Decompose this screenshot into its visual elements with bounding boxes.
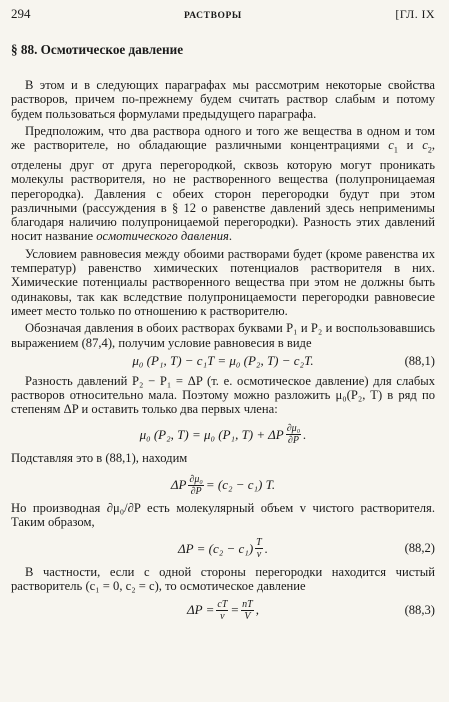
equation-expansion-tail: . bbox=[303, 426, 307, 442]
equation-expansion bbox=[11, 419, 435, 451]
t-over-v-fraction bbox=[255, 537, 263, 560]
fraction-denominator: v bbox=[256, 549, 262, 561]
book-page bbox=[11, 6, 435, 625]
equation-delta-p-lhs: ΔP bbox=[170, 477, 187, 493]
paragraph-equilibrium: Условием равновесия между обоими растворами будет (кроме равенства их температур) равенство химических потенциалов растворителя в них. Химические потенциалы растворенного вещества при этом не должны быть одинаковы, так как вследствие полупроницаемости перегородки равновесие имеет место только по отношению к растворителю. bbox=[11, 246, 435, 318]
fraction-denominator: V bbox=[244, 610, 251, 622]
ct-over-v-fraction bbox=[216, 599, 228, 622]
running-title: РАСТВОРЫ bbox=[184, 11, 242, 21]
fraction-denominator: v bbox=[220, 610, 225, 622]
fraction-numerator: nT bbox=[242, 598, 253, 610]
fraction-denominator: ∂P bbox=[190, 485, 202, 497]
osmotic-pressure-term: осмотического давления bbox=[96, 229, 229, 244]
equation-88-2-lhs: ΔP = (c₂ − c₁) bbox=[178, 540, 254, 556]
fraction-numerator: T bbox=[256, 537, 262, 549]
equation-88-3-number: (88,3) bbox=[404, 602, 435, 617]
equation-88-3-lhs: ΔP = bbox=[187, 602, 215, 618]
equation-88-1-number: (88,1) bbox=[404, 353, 435, 368]
c1-symbol: $c_1$ bbox=[388, 138, 398, 155]
p2-and: и bbox=[406, 138, 414, 153]
page-number: 294 bbox=[11, 6, 31, 21]
nt-over-v-fraction bbox=[241, 599, 254, 622]
fraction-denominator: ∂P bbox=[287, 435, 299, 447]
equation-delta-p bbox=[11, 469, 435, 501]
paragraph-substituting: Подставляя это в (88,1), находим bbox=[11, 450, 188, 465]
equation-88-3 bbox=[11, 595, 435, 625]
paragraph-molecular-volume: Но производная ∂μ₀/∂P есть молекулярный объем v чистого растворителя. Таким образом, bbox=[11, 501, 435, 530]
equation-88-3-tail: , bbox=[255, 602, 259, 618]
fraction-numerator: ∂μ₀ bbox=[286, 423, 301, 435]
equation-88-3-mid: = bbox=[230, 602, 240, 618]
partial-derivative-fraction bbox=[188, 474, 203, 497]
chapter-label: [ГЛ. IX bbox=[395, 7, 435, 21]
paragraph-pressure-difference: Разность давлений P₂ − P₁ = ΔP (т. е. осмотическое давление) для слабых растворов относительно мала. Поэтому можно разложить μ₀(P₂, T) в ряд по степеням ΔP и оставить только два первых члена: bbox=[11, 373, 435, 417]
equation-88-2 bbox=[11, 536, 435, 562]
p2-end: . bbox=[228, 229, 233, 244]
equation-expansion-lhs: μ₀ (P₂, T) = μ₀ (P₁, T) + ΔP bbox=[139, 426, 284, 442]
partial-derivative-fraction bbox=[286, 423, 301, 446]
p2-text-b: , отделены друг от друга перегородкой, сквозь которую могут проникать молекулы растворителя, но не растворенного вещества (полупроницаемая перегородка). Давления с обеих сторон перегородки будут при этом различными (рассуждения в § 12 о равенстве давлений здесь неприменимы благодаря наличию полупроницаемой перегородки). Разность этих давлений носит название bbox=[11, 138, 435, 244]
equation-delta-p-rhs: = (c₂ − c₁) T. bbox=[205, 477, 276, 493]
fraction-numerator: cT bbox=[217, 598, 228, 610]
c2-symbol: $c_2$ bbox=[422, 138, 432, 155]
section-title: § 88. Осмотическое давление bbox=[11, 42, 184, 57]
paragraph-two-solutions bbox=[11, 124, 435, 244]
fraction-numerator: ∂μ₀ bbox=[189, 473, 203, 485]
paragraph-notation: Обозначая давления в обоих растворах буквами P₁ и P₂ и воспользовавшись выражением (87,4), получим условие равновесия в виде bbox=[11, 321, 435, 350]
equation-88-2-tail: . bbox=[264, 540, 268, 556]
equation-88-2-number: (88,2) bbox=[404, 541, 435, 556]
paragraph-intro: В этом и в следующих параграфах мы рассмотрим некоторые свойства растворов, причем по-прежнему будем считать раствор слабым и потому будем пользоваться формулами предыдущего параграфа. bbox=[11, 78, 435, 121]
equation-88-1-body: μ₀ (P₁, T) − c₁T = μ₀ (P₂, T) − c₂T. bbox=[132, 353, 314, 369]
p2-text-a: Предположим, что два раствора одного и того же вещества в одном и том же растворителе, но обладающие различными концентрациями bbox=[11, 123, 435, 153]
page-header bbox=[11, 6, 435, 24]
equation-88-1 bbox=[11, 352, 435, 371]
paragraph-pure-solvent: В частности, если с одной стороны перегородки находится чистый растворитель (c₁ = 0, c₂ = c), то осмотическое давление bbox=[11, 564, 435, 593]
